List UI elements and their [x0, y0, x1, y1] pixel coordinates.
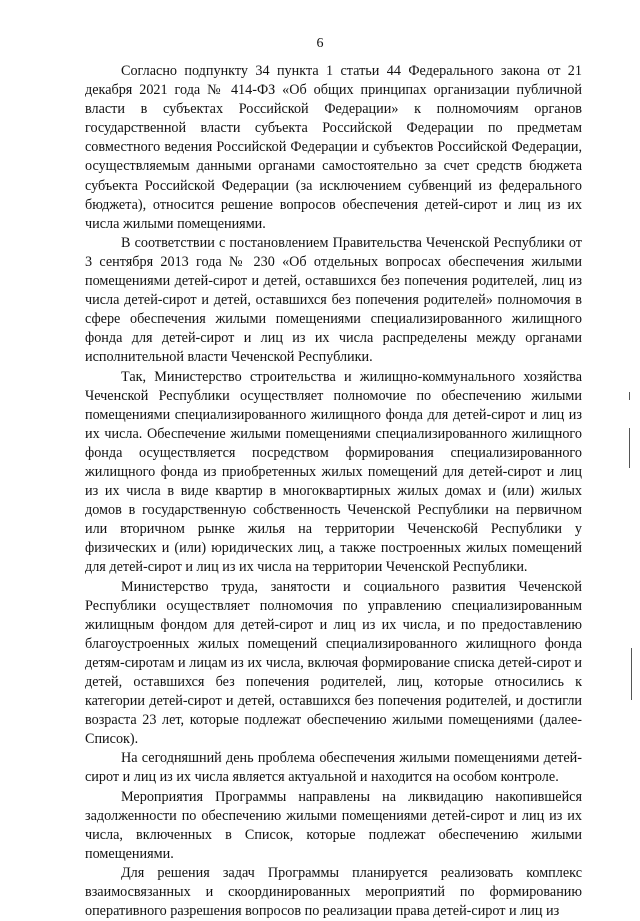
document-body [85, 62, 582, 921]
paragraph-legal-basis: Согласно подпункту 34 пункта 1 статьи 44 Федерального закона от 21 декабря 2021 года № 414-ФЗ «Об общих принципах организации публичной власти в субъектах Российской Федерации» к полномочиям органов государственной власти субъекта Российской Федерации по предметам совместного ведения Российской Федерации и субъектов Российской Федерации, осуществляемым данными органами самостоятельно за счет средств бюджета субъекта Российской Федерации (за исключением субвенций из федерального бюджета), относится решение вопросов обеспечения детей-сирот и лиц из их числа жилыми помещениями. [85, 63, 582, 232]
scan-edge-mark [631, 648, 632, 700]
scan-edge-mark [629, 428, 630, 468]
page-number: 6 [316, 36, 324, 51]
paragraph-construction-ministry: Так, Министерство строительства и жилищно-коммунального хозяйства Чеченской Республики осуществляет полномочие по обеспечению жилыми помещениями специализированного жилищного фонда для детей-сирот и лиц из их числа. Обеспечение жилыми помещениями специализированного жилищного фонда осуществляется посредством формирования специализированного жилищного фонда из приобретенных жилых помещений для детей-сирот и лиц из их числа в виде квартир в многоквартирных жилых домах и (или) жилых домов в государственную собственность Чеченской Республики на первичном или вторичном рынке жилья на территории Чеченско6й Республики у физических и (или) юридических лиц, а также построенных жилых помещений для детей-сирот и лиц из их числа на территории Чеченской Республики. [85, 368, 582, 576]
paragraph-government-decree: В соответствии с постановлением Правительства Чеченской Республики от 3 сентября 2013 года № 230 «Об отдельных вопросах обеспечения жилыми помещениями детей-сирот и детей, оставшихся без попечения родителей, лиц из числа детей-сирот и детей, оставшихся без попечения родителей» полномочия в сфере обеспечения жилыми помещениями специализированного жилищного фонда для детей-сирот и лиц из их числа распределены между органами исполнительной власти Чеченской Республики. [85, 234, 582, 366]
paragraph-labor-ministry: Министерство труда, занятости и социального развития Чеченской Республики осуществляет полномочия по управлению специализированным жилищным фондом для детей-сирот и лиц из их числа, и по предоставлению благоустроенных жилых помещений специализированного жилищного фонда детям-сиротам и лицам из их числа, включая формирование списка детей-сирот и детей, оставшихся без попечения родителей, лиц, которые относились к категории детей-сирот и детей, оставшихся без попечения родителей, и достигли возраста 23 лет, которые подлежат обеспечению жилыми помещениями (далее-Список). [85, 578, 582, 748]
paragraph-current-problem: На сегодняшний день проблема обеспечения жилыми помещениями детей-сирот и лиц из их числа является актуальной и находится на особом контроле. [85, 750, 582, 786]
scan-edge-mark [629, 392, 630, 400]
paragraph-program-measures: Мероприятия Программы направлены на ликвидацию накопившейся задолженности по обеспечению жилыми помещениями детей-сирот и лиц из их числа, включенных в Список, которые подлежат обеспечению жилыми помещениями. [85, 788, 582, 862]
paragraph-program-tasks: Для решения задач Программы планируется реализовать комплекс взаимосвязанных и скоординированных мероприятий по формированию оперативного разрешения вопросов по реализации права детей-сирот и лиц из [85, 864, 582, 920]
